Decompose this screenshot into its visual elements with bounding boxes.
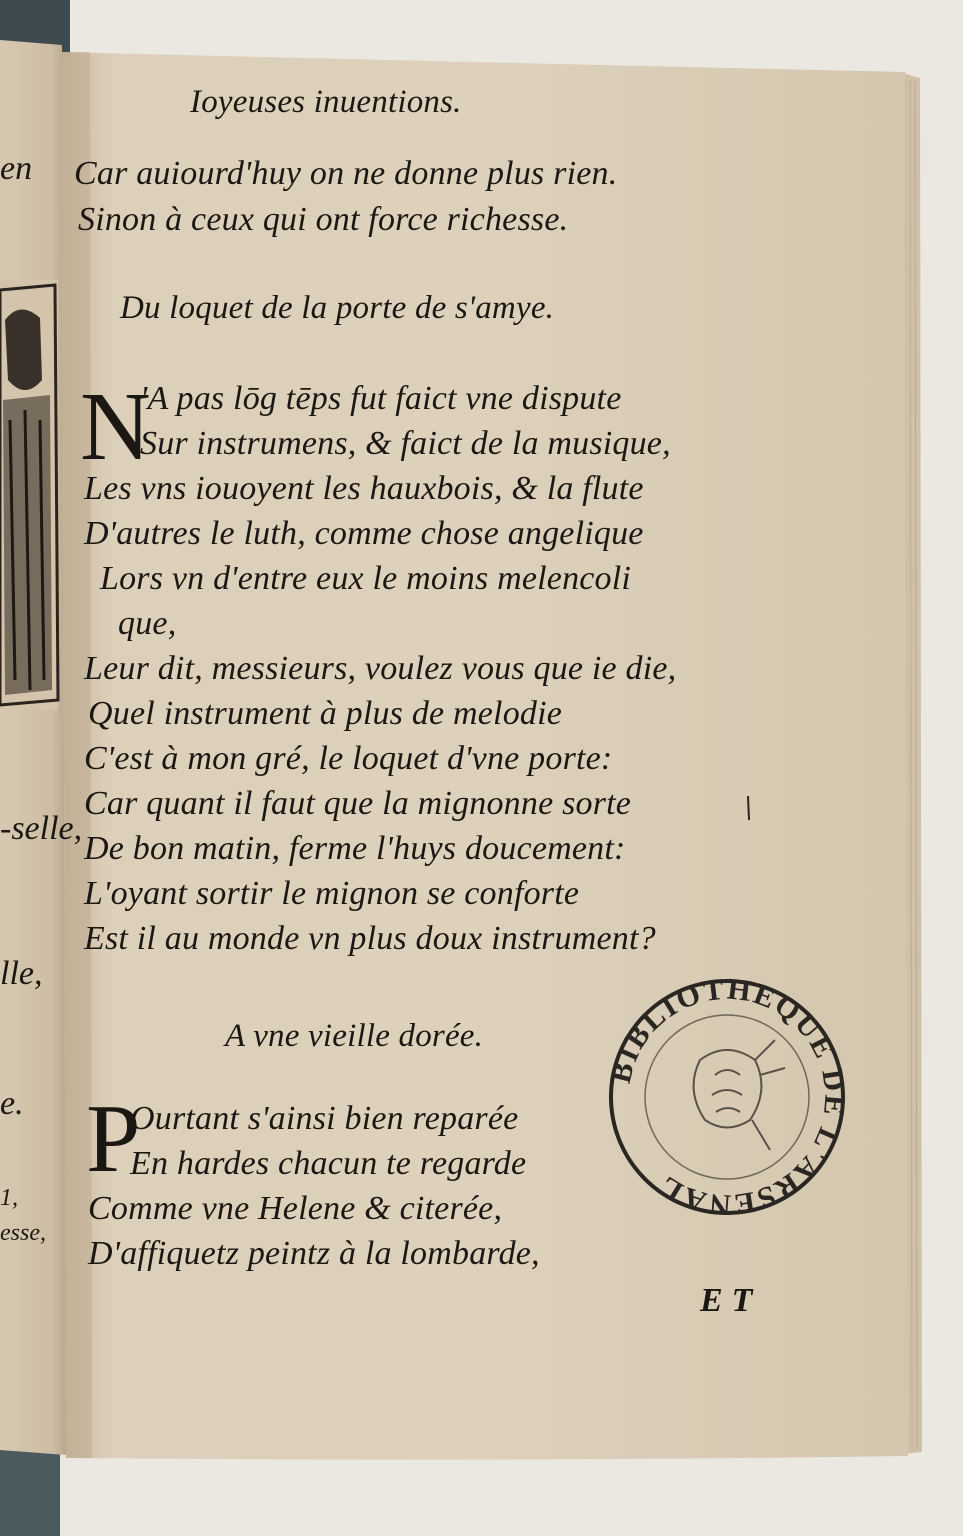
text-line: Sinon à ceux qui ont force richesse. — [78, 201, 569, 238]
text-line: En hardes chacun te regarde — [130, 1145, 527, 1182]
catchword: E T — [700, 1282, 753, 1319]
text-line: Ourtant s'ainsi bien reparée — [130, 1100, 519, 1137]
poem-title: Du loquet de la porte de s'amye. — [120, 290, 555, 326]
text-line: Comme vne Helene & citerée, — [88, 1190, 503, 1227]
text-line: D'affiquetz peintz à la lombarde, — [88, 1235, 540, 1272]
left-page-fragment: 1, — [0, 1185, 18, 1211]
text-line: Est il au monde vn plus doux instrument? — [84, 920, 656, 957]
text-line: Car auiourd'huy on ne donne plus rien. — [74, 155, 618, 192]
svg-text:BIBLIOTHEQUE DE L'ARSENAL: BIBLIOTHEQUE DE L'ARSENAL — [603, 972, 852, 1222]
text-line: Quel instrument à plus de melodie — [88, 695, 563, 732]
text-line: C'est à mon gré, le loquet d'vne porte: — [84, 740, 613, 777]
running-head: Ioyeuses inuentions. — [190, 84, 462, 120]
text-line: Leur dit, messieurs, voulez vous que ie die, — [84, 650, 677, 687]
text-line: 'A pas lōg tēps fut faict vne dispute — [140, 380, 622, 417]
left-page-fragment: lle, — [0, 955, 43, 992]
left-page-fragment: esse, — [0, 1220, 46, 1246]
text-line: que, — [118, 605, 177, 642]
drop-cap: P — [86, 1085, 141, 1193]
text-line: D'autres le luth, comme chose angelique — [84, 515, 644, 552]
text-line: Lors vn d'entre eux le moins melencoli — [100, 560, 632, 597]
text-line: Car quant il faut que la mignonne sorte — [84, 785, 632, 822]
text-line: L'oyant sortir le mignon se conforte — [84, 875, 580, 912]
text-line: De bon matin, ferme l'huys doucement: — [84, 830, 626, 867]
left-page-fragment: e. — [0, 1085, 24, 1122]
text-line: Les vns iouoyent les hauxbois, & la flute — [84, 470, 644, 507]
woodcut-fragment — [0, 280, 58, 710]
left-page-fragment: en — [0, 150, 33, 187]
left-page-fragment: -selle, — [0, 810, 83, 847]
text-line: Sur instrumens, & faict de la musique, — [140, 425, 671, 462]
drop-cap: N — [80, 373, 151, 481]
poem-title: A vne vieille dorée. — [225, 1018, 484, 1054]
